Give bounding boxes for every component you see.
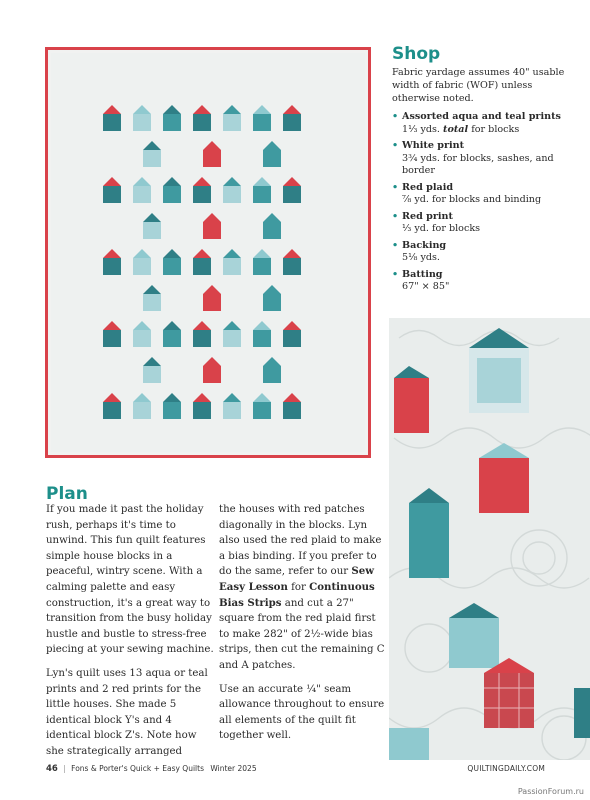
plan-paragraph: Use an accurate ¼" seam allowance throughout to ensure all elements of the quilt fit together well.: [219, 683, 385, 742]
quilt-house: [143, 357, 161, 383]
quilt-house: [203, 141, 221, 167]
quilt-house-body: [133, 330, 151, 347]
quilt-house-body: [143, 222, 161, 239]
quilt-house-body: [203, 294, 221, 311]
quilt-house: [203, 357, 221, 383]
shop-intro: Fabric yardage assumes 40" usable width of fabric (WOF) unless otherwise noted.: [392, 67, 565, 104]
quilt-house-body: [223, 258, 241, 275]
page-number: 46: [46, 764, 58, 774]
quilt-house: [133, 321, 151, 347]
quilt-house-roof: [283, 393, 301, 402]
quilt-house: [163, 177, 181, 203]
shop-item-title: • Backing: [402, 239, 447, 251]
quilt-house-roof: [223, 177, 241, 186]
shop-item-title: • White print: [402, 140, 465, 151]
quilt-house-roof: [133, 321, 151, 330]
shop-item: [392, 111, 572, 136]
quilt-background: [51, 53, 365, 452]
quilt-house-body: [223, 330, 241, 347]
quilt-house-body: [143, 294, 161, 311]
quilt-house-body: [133, 186, 151, 203]
quilt-house-body: [193, 330, 211, 347]
quilt-house-body: [163, 114, 181, 131]
quilt-house: [253, 321, 271, 347]
quilt-house: [283, 249, 301, 275]
quilt-house-roof: [143, 285, 161, 294]
quilt-house-roof: [143, 213, 161, 222]
quilt-house: [133, 105, 151, 131]
quilt-house: [223, 105, 241, 131]
quilt-house-body: [253, 330, 271, 347]
quilt-house-roof: [223, 249, 241, 258]
quilt-house-roof: [203, 357, 221, 366]
quilt-house-body: [263, 222, 281, 239]
quilt-house-roof: [203, 213, 221, 222]
plan-paragraph: If you made it past the holiday rush, perhaps it's time to unwind. This fun quilt features simple house blocks in a peaceful, wintry scene. With a calming palette and easy construction, it's a great way to transition from the busy holiday hustle and bustle to stress-free piecing at your sewing machine.: [46, 504, 214, 656]
quilt-house-body: [283, 186, 301, 203]
shop-item-desc: 67" × 85": [402, 281, 450, 292]
quilt-house-body: [253, 186, 271, 203]
quilt-house: [193, 177, 211, 203]
plan-column-2: [219, 502, 389, 752]
shop-item: [392, 140, 572, 178]
shop-item-desc: 5⅛ yds.: [402, 252, 440, 263]
quilt-house-body: [103, 114, 121, 131]
quilt-house: [253, 249, 271, 275]
quilt-house-roof: [253, 177, 271, 186]
plan-text: the houses with red patches diagonally in the blocks. Lyn also used the red plaid to make a bias binding. If you prefer to do the same, refer to our: [219, 504, 382, 578]
quilt-house-body: [143, 366, 161, 383]
quilt-house-body: [133, 114, 151, 131]
shop-title: Shop: [392, 44, 441, 64]
quilt-house-roof: [263, 213, 281, 222]
footer-separator: |: [63, 764, 66, 773]
quilt-house: [103, 177, 121, 203]
quilt-house-body: [143, 150, 161, 167]
quilt-house-roof: [283, 321, 301, 330]
quilt-house: [133, 177, 151, 203]
quilt-house-roof: [103, 249, 121, 258]
quilt-house-roof: [203, 285, 221, 294]
quilt-house: [263, 141, 281, 167]
quilt-house-body: [203, 366, 221, 383]
quilt-house-body: [253, 402, 271, 419]
quilt-house-roof: [283, 177, 301, 186]
quilt-house-roof: [263, 357, 281, 366]
quilt-house-roof: [283, 105, 301, 114]
quilt-house-body: [163, 186, 181, 203]
quilt-house-roof: [103, 321, 121, 330]
shop-item-title: • Red print: [402, 210, 453, 222]
quilt-house-body: [283, 258, 301, 275]
quilt-house: [103, 105, 121, 131]
quilt-house: [203, 285, 221, 311]
quilt-house: [253, 105, 271, 131]
quilt-house-body: [103, 330, 121, 347]
shop-item: [392, 269, 572, 294]
quilt-house-roof: [223, 321, 241, 330]
plan-section: [46, 484, 406, 757]
plan-paragraph: Lyn's quilt uses 13 aqua or teal prints and 2 red prints for the little houses. She made 5 identical block Y's and 4 identical block Z's. Note how she strategically arranged: [46, 667, 208, 757]
quilt-house-body: [203, 150, 221, 167]
quilt-house: [103, 321, 121, 347]
magazine-name: Fons & Porter's Quick + Easy Quilts: [71, 764, 204, 773]
quilt-house: [133, 393, 151, 419]
quilt-house: [203, 213, 221, 239]
quilt-house: [223, 249, 241, 275]
watermark: PassionForum.ru: [517, 787, 584, 796]
quilt-house: [283, 105, 301, 131]
quilt-house-roof: [133, 393, 151, 402]
shop-item: [392, 211, 572, 236]
quilt-house: [103, 393, 121, 419]
quilt-house: [163, 321, 181, 347]
quilt-house-body: [103, 258, 121, 275]
quilt-house: [163, 249, 181, 275]
quilt-house: [283, 177, 301, 203]
quilt-house-roof: [163, 321, 181, 330]
quilt-house: [263, 285, 281, 311]
quilt-detail-illustration: [389, 318, 590, 760]
quilt-house-body: [163, 330, 181, 347]
quilt-house-roof: [223, 393, 241, 402]
quilt-house-body: [263, 150, 281, 167]
quilt-house-body: [283, 114, 301, 131]
quilt-house-roof: [163, 177, 181, 186]
quilt-house: [143, 213, 161, 239]
sew-easy-lesson-link: Sew Easy Lesson: [219, 565, 374, 593]
shop-item-title: • Red plaid: [402, 181, 454, 193]
quilt-house-roof: [253, 393, 271, 402]
quilt-house-roof: [163, 249, 181, 258]
quilt-house: [253, 177, 271, 203]
quilt-house-roof: [193, 393, 211, 402]
quilt-house-roof: [143, 357, 161, 366]
shop-item-desc: 1⅓ yds. total for blocks: [402, 123, 520, 135]
shop-item-desc: ⅓ yd. for blocks: [402, 223, 481, 234]
quilt-house-roof: [103, 393, 121, 402]
quilt-house-roof: [163, 105, 181, 114]
quilt-house: [103, 249, 121, 275]
shop-sidebar: [392, 44, 572, 298]
plan-title: Plan: [46, 484, 88, 504]
quilt-house-roof: [253, 249, 271, 258]
quilt-house: [163, 105, 181, 131]
quilt-photo: [45, 47, 371, 458]
shop-item-desc: 3¾ yds. for blocks, sashes, and border: [402, 152, 554, 176]
quilt-house-roof: [263, 285, 281, 294]
plan-text: for: [287, 581, 310, 593]
quilt-house-roof: [223, 105, 241, 114]
quilt-house-roof: [283, 249, 301, 258]
quilt-house-roof: [203, 141, 221, 150]
quilt-house-roof: [163, 393, 181, 402]
quilt-house-body: [193, 114, 211, 131]
page-footer: [46, 764, 545, 774]
quilt-house-roof: [193, 177, 211, 186]
shop-item: [392, 182, 572, 207]
quilt-house-roof: [133, 105, 151, 114]
quilt-house-roof: [133, 249, 151, 258]
quilt-house-body: [193, 258, 211, 275]
quilt-house: [223, 393, 241, 419]
quilt-house-body: [223, 186, 241, 203]
quilt-house-body: [253, 258, 271, 275]
quilt-house: [263, 357, 281, 383]
quilt-house: [193, 393, 211, 419]
quilt-house-body: [193, 186, 211, 203]
quilt-house-body: [193, 402, 211, 419]
quilt-house: [283, 321, 301, 347]
quilt-house-body: [223, 402, 241, 419]
quilt-house-roof: [193, 249, 211, 258]
quilt-house-body: [163, 258, 181, 275]
quilt-house-body: [283, 402, 301, 419]
quilt-house-body: [203, 222, 221, 239]
quilt-house-body: [223, 114, 241, 131]
quilt-house: [193, 321, 211, 347]
quilt-house: [143, 285, 161, 311]
quilt-house-body: [133, 258, 151, 275]
quilt-house: [283, 393, 301, 419]
quilt-house-body: [253, 114, 271, 131]
continuous-bias-strips-link: Continuous Bias Strips: [219, 580, 375, 609]
quilt-house-roof: [253, 321, 271, 330]
quilt-house-roof: [263, 141, 281, 150]
quilt-house: [143, 141, 161, 167]
quilt-house-body: [263, 366, 281, 383]
plan-paragraph: [219, 502, 389, 674]
website: QUILTINGDAILY.COM: [467, 764, 545, 773]
quilt-house: [193, 105, 211, 131]
quilt-house-roof: [193, 105, 211, 114]
quilt-house: [193, 249, 211, 275]
shop-item-title: • Assorted aqua and teal prints: [402, 111, 561, 122]
plan-text: and cut a 27" square from the red plaid first to make 282" of 2½-wide bias strips, then cut the remaining C and A patches.: [219, 597, 385, 671]
quilt-house-body: [163, 402, 181, 419]
quilt-house-roof: [103, 105, 121, 114]
quilt-house: [223, 321, 241, 347]
shop-item: [392, 240, 572, 265]
quilt-house-body: [263, 294, 281, 311]
quilt-house: [223, 177, 241, 203]
shop-item-title: • Batting: [402, 268, 443, 280]
quilt-house: [163, 393, 181, 419]
quilt-house-roof: [253, 105, 271, 114]
quilt-house: [253, 393, 271, 419]
quilt-house-body: [103, 402, 121, 419]
quilt-house: [133, 249, 151, 275]
quilt-house-body: [103, 186, 121, 203]
quilt-house: [263, 213, 281, 239]
shop-item-desc: ⅞ yd. for blocks and binding: [402, 194, 542, 205]
quilt-house-body: [283, 330, 301, 347]
shop-list: [392, 111, 572, 294]
quilt-house-roof: [143, 141, 161, 150]
issue-name: Winter 2025: [210, 764, 257, 773]
quilt-house-roof: [103, 177, 121, 186]
quilt-house-body: [133, 402, 151, 419]
plan-column-1: [46, 502, 216, 768]
quilt-house-roof: [193, 321, 211, 330]
quilt-house-roof: [133, 177, 151, 186]
quilt-detail-photo: [389, 318, 590, 760]
